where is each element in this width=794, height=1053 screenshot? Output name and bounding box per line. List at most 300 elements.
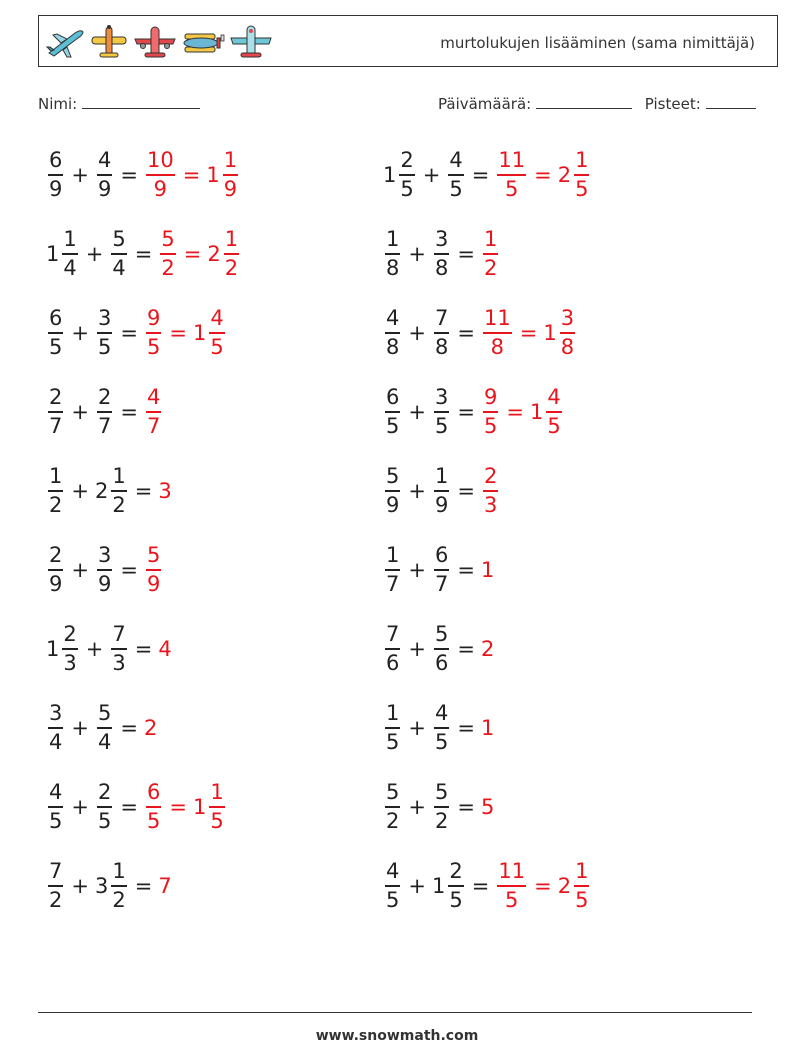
problem-item [46,614,173,684]
fraction [434,308,449,358]
worksheet-title: murtolukujen lisääminen (sama nimittäjä) [440,34,755,52]
fraction [434,466,449,516]
mixed-number [432,308,451,358]
fraction [385,466,400,516]
denominator: 7 [49,413,63,438]
equals-sign: = [457,242,475,266]
denominator: 2 [161,255,175,280]
denominator: 9 [97,176,112,201]
answer [144,545,163,595]
mixed-number [481,308,514,358]
fraction [48,545,63,595]
mixed-number [46,466,65,516]
denominator: 6 [386,650,400,675]
denominator: 8 [560,334,575,359]
denominator: 8 [386,255,400,280]
mixed-number [144,387,163,437]
denominator: 9 [434,492,449,517]
plane-red-icon [133,23,177,61]
whole-part: 1 [192,321,207,345]
numerator: 9 [146,306,161,331]
denominator: 4 [97,729,112,754]
plane-blue-icon [45,23,85,61]
denominator: 5 [483,413,498,438]
fraction [97,545,112,595]
numerator: 4 [449,148,463,173]
mixed-number [432,387,451,437]
fraction [48,308,63,358]
answer [481,466,500,516]
fraction [483,308,512,358]
denominator: 5 [449,176,463,201]
mixed-number [46,861,65,911]
numerator: 1 [49,464,63,489]
whole-part: 2 [143,716,158,740]
mixed-number [46,703,65,753]
denominator: 7 [97,413,112,438]
problem-item [383,535,495,605]
plus-sign: + [408,321,426,345]
equals-sign: = [534,874,552,898]
fraction [385,387,400,437]
mixed-number [432,229,451,279]
mixed-number [383,150,417,200]
answer [144,782,227,832]
numerator: 1 [112,859,126,884]
denominator: 6 [434,650,449,675]
footer-divider [38,1012,752,1013]
numerator: 5 [434,622,449,647]
numerator: 5 [112,227,126,252]
numerator: 4 [210,306,224,331]
mixed-number [383,624,402,674]
whole-part: 2 [480,637,495,661]
problem-item [46,772,227,842]
denominator: 7 [146,413,161,438]
mixed-number [46,545,65,595]
mixed-number [95,150,114,200]
mixed-number [383,387,402,437]
plus-sign: + [422,163,441,187]
problem-item [46,298,227,368]
fraction [97,782,112,832]
fraction [434,545,449,595]
numerator: 10 [146,148,174,173]
numerator: 3 [97,306,112,331]
plus-sign: + [408,716,426,740]
answer [481,716,495,740]
plus-sign: + [408,242,426,266]
numerator: 7 [434,306,449,331]
equals-sign: = [134,637,153,661]
fraction [399,150,414,200]
problem-item [46,851,173,921]
answer [481,387,564,437]
fraction [97,308,112,358]
plus-sign: + [71,400,89,424]
denominator: 5 [547,413,561,438]
numerator: 2 [49,543,63,568]
whole-part: 1 [46,637,60,661]
problem-item [383,851,591,921]
fraction [574,861,589,911]
mixed-number [481,558,495,582]
denominator: 2 [49,492,63,517]
answer [144,308,227,358]
mixed-number [432,545,451,595]
fraction [48,387,63,437]
denominator: 8 [434,255,449,280]
problem-item [46,456,173,526]
problem-item [383,219,500,289]
score-label: Pisteet: [644,95,701,113]
mixed-number [481,229,500,279]
numerator: 2 [49,385,63,410]
numerator: 9 [483,385,498,410]
mixed-number [383,782,402,832]
numerator: 6 [49,148,63,173]
mixed-number [95,545,114,595]
numerator: 1 [483,227,498,252]
numerator: 2 [400,148,414,173]
whole-part: 1 [529,400,544,424]
plus-sign: + [85,242,104,266]
mixed-number [432,782,451,832]
denominator: 9 [97,571,112,596]
numerator: 6 [386,385,400,410]
answer [158,479,172,503]
problem-item [46,377,163,447]
problem-item [383,693,495,763]
answer [481,637,495,661]
plane-icons [45,23,273,61]
whole-part: 3 [94,874,109,898]
equals-sign: = [457,795,475,819]
whole-part: 2 [94,479,109,503]
mixed-number [46,624,80,674]
whole-part: 2 [557,163,572,187]
fraction [448,150,463,200]
mixed-number [95,466,129,516]
problem-item [383,614,495,684]
equals-sign: = [169,321,187,345]
equals-sign: = [183,242,202,266]
numerator: 5 [386,780,400,805]
equals-sign: = [120,400,138,424]
equals-sign: = [134,479,153,503]
denominator: 9 [153,176,168,201]
numerator: 1 [112,464,126,489]
denominator: 3 [112,650,126,675]
mixed-number [558,861,592,911]
denominator: 5 [386,413,400,438]
denominator: 5 [49,808,63,833]
mixed-number [383,229,402,279]
plus-sign: + [408,874,426,898]
denominator: 2 [224,255,239,280]
denominator: 8 [490,334,505,359]
denominator: 7 [434,571,449,596]
equals-sign: = [457,558,475,582]
fraction [560,308,575,358]
denominator: 9 [49,571,63,596]
whole-part: 1 [480,716,495,740]
fraction [111,624,126,674]
numerator: 6 [146,780,161,805]
fraction [448,861,463,911]
numerator: 1 [575,859,589,884]
numerator: 4 [146,385,161,410]
numerator: 4 [97,148,112,173]
fraction [48,861,63,911]
answer [158,229,241,279]
fraction [385,703,400,753]
answer [481,795,495,819]
denominator: 9 [386,492,400,517]
plus-sign: + [71,163,89,187]
fraction [434,782,449,832]
numerator: 7 [386,622,400,647]
numerator: 2 [63,622,77,647]
denominator: 9 [223,176,238,201]
equals-sign: = [457,321,475,345]
fraction [546,387,561,437]
fraction [385,861,400,911]
fraction [209,782,224,832]
denominator: 9 [49,176,63,201]
name-field [38,94,200,113]
equals-sign: = [457,716,475,740]
numerator: 7 [49,859,63,884]
equals-sign: = [457,479,475,503]
numerator: 11 [498,859,526,884]
denominator: 2 [434,808,449,833]
date-line[interactable] [536,94,632,109]
numerator: 4 [386,306,400,331]
mixed-number [158,637,172,661]
problem-item [383,298,577,368]
mixed-number [193,782,227,832]
denominator: 5 [49,334,63,359]
equals-sign: = [519,321,538,345]
mixed-number [109,624,128,674]
numerator: 4 [434,701,449,726]
problem-item [383,456,500,526]
fraction [146,308,161,358]
denominator: 5 [505,176,519,201]
equals-sign: = [120,163,138,187]
fraction [48,150,63,200]
mixed-number [383,703,402,753]
whole-part: 2 [207,242,221,266]
numerator: 3 [434,227,449,252]
answer [144,716,158,740]
fraction [385,782,400,832]
denominator: 5 [434,729,449,754]
plus-sign: + [408,400,426,424]
fraction [62,229,77,279]
fraction [111,861,126,911]
numerator: 1 [575,148,589,173]
numerator: 2 [449,859,463,884]
denominator: 4 [49,729,63,754]
whole-part: 1 [192,795,207,819]
denominator: 3 [483,492,498,517]
mixed-number [144,150,177,200]
problem-item [46,693,158,763]
mixed-number [543,308,577,358]
denominator: 2 [112,492,126,517]
fraction [385,229,400,279]
denominator: 5 [146,808,161,833]
mixed-number [109,229,128,279]
mixed-number [383,545,402,595]
numerator: 1 [434,464,449,489]
equals-sign: = [457,400,475,424]
worksheet-header [38,15,778,67]
fraction [385,545,400,595]
fraction [224,229,239,279]
numerator: 6 [49,306,63,331]
fraction [111,466,126,516]
fraction [223,150,238,200]
fraction [146,545,161,595]
numerator: 5 [146,543,161,568]
fraction [434,624,449,674]
equals-sign: = [134,874,153,898]
mixed-number [481,387,500,437]
fraction [146,387,161,437]
mixed-number [46,782,65,832]
denominator: 5 [575,887,589,912]
denominator: 5 [575,176,589,201]
numerator: 4 [547,385,561,410]
whole-part: 1 [46,242,60,266]
name-label: Nimi: [38,95,78,113]
whole-part: 1 [206,163,220,187]
mixed-number [481,466,500,516]
equals-sign: = [120,795,138,819]
plus-sign: + [71,479,89,503]
score-line[interactable] [706,94,756,109]
mixed-number [46,387,65,437]
problem-item [383,377,564,447]
plane-teal-icon [229,23,273,61]
problem-item [383,772,495,842]
mixed-number [481,637,495,661]
numerator: 3 [49,701,63,726]
plus-sign: + [71,321,89,345]
whole-part: 4 [158,637,172,661]
equals-sign: = [120,716,138,740]
fraction [497,861,526,911]
mixed-number [481,716,495,740]
answer [144,150,240,200]
answer [158,637,172,661]
numerator: 2 [483,464,498,489]
mixed-number [158,874,172,898]
whole-part: 1 [480,558,495,582]
denominator: 5 [97,334,112,359]
mixed-number [432,861,466,911]
numerator: 1 [224,227,239,252]
fraction [48,466,63,516]
fraction [483,387,498,437]
denominator: 9 [146,571,161,596]
fraction [483,466,498,516]
whole-part: 1 [543,321,557,345]
denominator: 5 [434,413,449,438]
mixed-number [95,782,114,832]
mixed-number [206,150,240,200]
fraction [97,387,112,437]
mixed-number [144,308,163,358]
fraction [574,150,589,200]
mixed-number [530,387,564,437]
equals-sign: = [534,163,552,187]
denominator: 5 [210,334,224,359]
mixed-number [207,229,241,279]
plus-sign: + [71,716,89,740]
mixed-number [558,150,592,200]
denominator: 5 [386,729,400,754]
fraction [146,782,161,832]
denominator: 2 [112,887,126,912]
mixed-number [432,703,451,753]
fraction [97,703,112,753]
numerator: 4 [386,859,400,884]
whole-part: 2 [557,874,572,898]
fraction [48,703,63,753]
answer [481,229,500,279]
denominator: 5 [386,887,400,912]
denominator: 7 [386,571,400,596]
equals-sign: = [120,321,138,345]
fraction [497,150,526,200]
mixed-number [481,795,495,819]
mixed-number [95,861,129,911]
equals-sign: = [120,558,138,582]
mixed-number [144,782,163,832]
numerator: 1 [210,780,224,805]
name-line[interactable] [82,94,200,109]
whole-part: 5 [480,795,495,819]
numerator: 5 [97,701,112,726]
equals-sign: = [134,242,153,266]
footer-url: www.snowmath.com [315,1028,479,1044]
denominator: 5 [505,887,519,912]
mixed-number [46,308,65,358]
denominator: 4 [112,255,126,280]
fraction [483,229,498,279]
problem-item [383,140,591,210]
mixed-number [95,308,114,358]
answer [481,558,495,582]
mixed-number [193,308,227,358]
denominator: 8 [386,334,400,359]
answer [495,861,591,911]
answer [144,387,163,437]
numerator: 3 [560,306,575,331]
mixed-number [383,466,402,516]
answer [481,308,577,358]
denominator: 5 [146,334,161,359]
numerator: 3 [434,385,449,410]
mixed-number [95,387,114,437]
mixed-number [383,861,402,911]
mixed-number [144,545,163,595]
numerator: 2 [97,780,112,805]
